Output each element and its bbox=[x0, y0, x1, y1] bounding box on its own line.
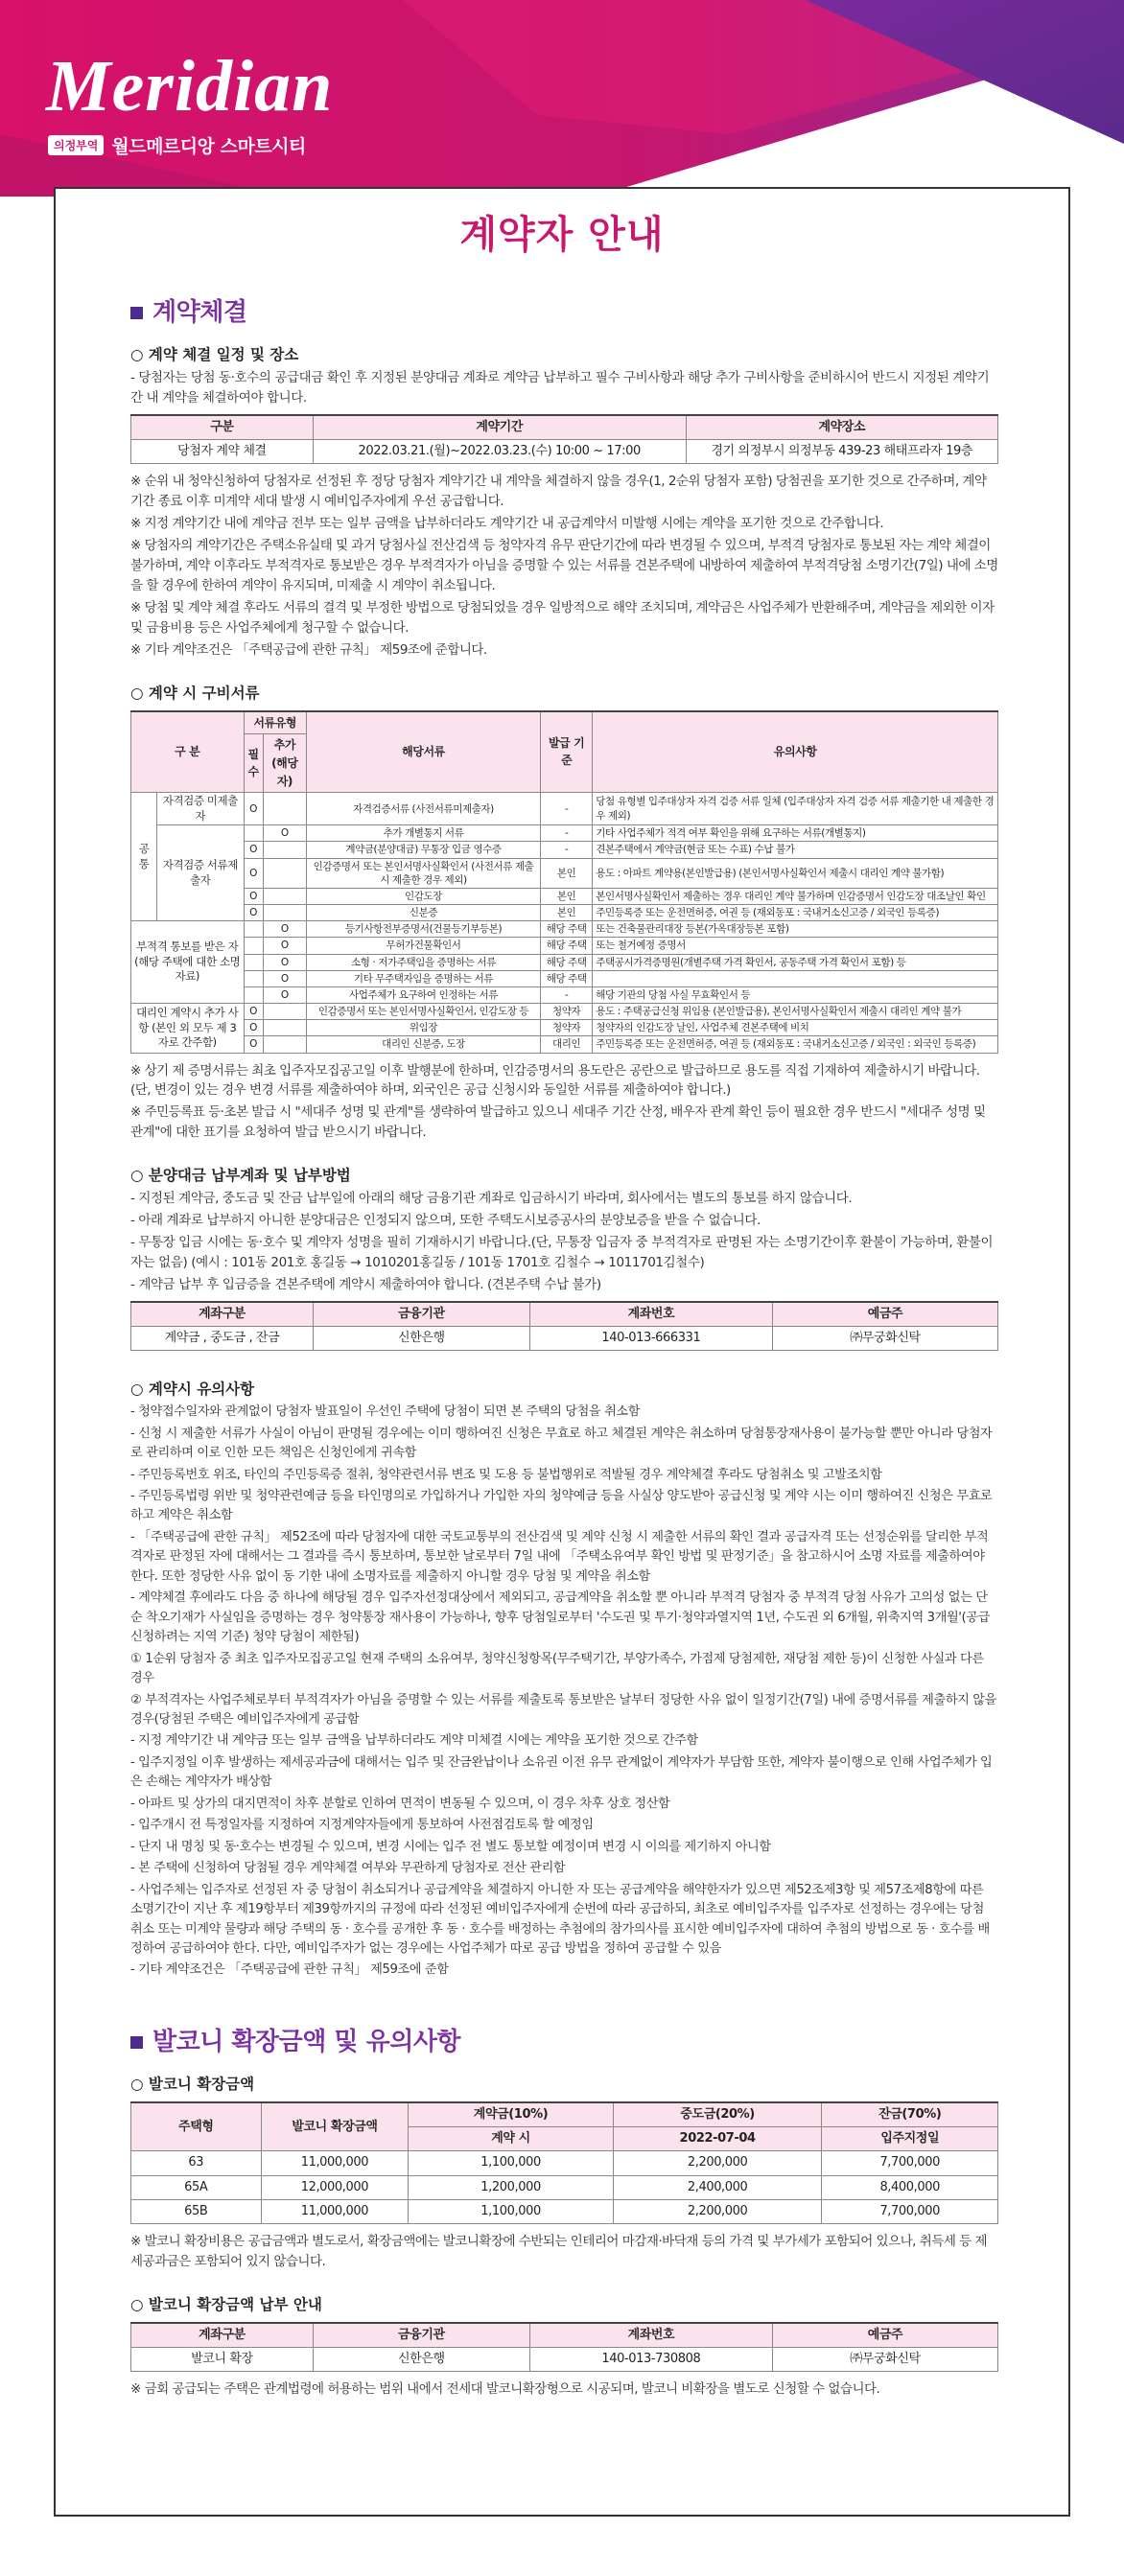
caution-line: - 입주지정일 이후 발생하는 제세공과금에 대해서는 입주 및 잔금완납이나 소유권 이전 유무 관계없이 계약자가 부담함 또한, 계약자 불이행으로 인해 사업주체가 입은 손해는 계약자가 배상함 bbox=[130, 1754, 993, 1790]
table-header: 구분 bbox=[131, 415, 314, 440]
table-header: 해당서류 bbox=[306, 711, 540, 793]
table-row bbox=[131, 2151, 998, 2175]
table-header: 금융기관 bbox=[313, 2323, 529, 2348]
table-cell: 63 bbox=[131, 2151, 262, 2175]
table-cell bbox=[244, 825, 263, 842]
table-cell: 또는 건축물관리대장 등본(가옥대장등본 포함) bbox=[593, 921, 998, 938]
table-cell: 추가 개별통지 서류 bbox=[306, 825, 540, 842]
table-cell: 해당 기관의 당첨 사실 무효확인서 등 bbox=[593, 986, 998, 1003]
caution-line: ① 1순위 당첨자 중 최초 입주자모집공고일 현재 주택의 소유여부, 청약신청항목(무주택기간, 부양가족수, 가점제 당첨제한, 재당첨 제한 등)이 신청한 사실과 다른 경우 bbox=[130, 1651, 984, 1686]
table-cell bbox=[244, 938, 263, 954]
table-cell: 65A bbox=[131, 2175, 262, 2199]
table-header: 예금주 bbox=[772, 2323, 997, 2348]
table-header: 필수 bbox=[244, 734, 263, 793]
table-cell: 주택공시가격증명원(개별주택 가격 확인서, 공동주택 가격 확인서 포함) 등 bbox=[593, 954, 998, 970]
final-note: ※ 금회 공급되는 주택은 관계법령에 허용하는 범위 내에서 전세대 발코니확장형으로 시공되며, 발코니 비확장을 별도로 신청할 수 없습니다. bbox=[130, 2381, 880, 2398]
table-header: 예금주 bbox=[772, 1302, 997, 1327]
table-cell: 신분증 bbox=[306, 905, 540, 921]
table-cell: 경기 의정부시 의정부동 439-23 해태프라자 19층 bbox=[686, 440, 997, 464]
table-cell: 대리인 신분증, 도장 bbox=[306, 1036, 540, 1053]
table-cell: O bbox=[244, 888, 263, 904]
table-cell: 청약자 bbox=[541, 1004, 593, 1020]
table-header: 계좌번호 bbox=[529, 2323, 772, 2348]
table-cell: 2,200,000 bbox=[613, 2151, 822, 2175]
table-cell: 1,100,000 bbox=[409, 2199, 614, 2223]
caution-line: - 본 주택에 신청하여 당첨될 경우 계약체결 여부와 무관하게 당첨자로 전산 관리함 bbox=[130, 1861, 566, 1876]
table-cell: 주민등록증 또는 운전면허증, 여권 등 (재외동포 : 국내거소신고증 / 외국인 : 외국인 등록증) bbox=[593, 1036, 998, 1053]
table-cell: 해당 주택 bbox=[541, 954, 593, 970]
table-cell: 대리인 bbox=[541, 1036, 593, 1053]
table-cell: 소형 · 저가주택임을 증명하는 서류 bbox=[306, 954, 540, 970]
table-cell: 7,700,000 bbox=[822, 2199, 998, 2223]
docs-title: ○ 계약 시 구비서류 bbox=[130, 684, 260, 702]
table-cell: - bbox=[541, 825, 593, 842]
table-cell: 2,200,000 bbox=[613, 2199, 822, 2223]
payment-line: - 무통장 입금 시에는 동·호수 및 계약자 성명을 필히 기재하시기 바랍니다.(단, 무통장 입금자 중 부적격자로 판명된 자는 소명기간이후 환불이 가능하며, 환불이자는 없음) (예시 : 101동 201호 홍길동 → 1010201홍길동 / 101동 1701호 김철수 → 1011701김철수) bbox=[130, 1235, 994, 1271]
table-cell: 해당 주택 bbox=[541, 938, 593, 954]
table-row bbox=[131, 2199, 998, 2223]
table-cell bbox=[244, 970, 263, 986]
header-banner bbox=[0, 0, 1124, 197]
table-cell: O bbox=[244, 905, 263, 921]
contract-note: ※ 기타 계약조건은 「주택공급에 관한 규칙」 제59조에 준합니다. bbox=[130, 641, 487, 658]
table-cell: 본인서명사실확인서 제출하는 경우 대리인 계약 불가하며 인감증명서 인감도장 대조날인 확인 bbox=[593, 888, 998, 904]
table-row bbox=[131, 2175, 998, 2199]
table-header: 계약기간 bbox=[313, 415, 686, 440]
table-cell: 1,100,000 bbox=[409, 2151, 614, 2175]
table-cell: 신한은행 bbox=[313, 1327, 529, 1351]
schedule-title: ○ 계약 체결 일정 및 장소 bbox=[130, 346, 299, 364]
table-cell: - bbox=[541, 842, 593, 858]
payment-title: ○ 분양대금 납부계좌 및 납부방법 bbox=[130, 1167, 351, 1185]
balcony-amount-title: ○ 발코니 확장금액 bbox=[130, 2076, 255, 2094]
caution-line: - 신청 시 제출한 서류가 사실이 아님이 판명될 경우에는 이미 행하여진 신청은 무효로 하고 체결된 계약은 취소하며 당첨통장재사용이 불가능할 뿐만 아니라 당첨자로 관리하며 이로 인한 모든 책임은 신청인에게 귀속함 bbox=[130, 1426, 993, 1461]
bullet-square-icon bbox=[130, 307, 143, 319]
table-cell bbox=[263, 842, 306, 858]
table-header: 중도금(20%) bbox=[613, 2102, 822, 2127]
balcony-heading bbox=[130, 2023, 998, 2061]
caution-line: - 기타 계약조건은 「주택공급에 관한 규칙」 제59조에 준함 bbox=[130, 1962, 449, 1978]
table-cell: 해당 주택 bbox=[541, 921, 593, 938]
table-cell: 청약자의 인감도장 날인, 사업주체 견본주택에 비치 bbox=[593, 1020, 998, 1036]
table-header: 계약금(10%) bbox=[409, 2102, 614, 2127]
table-header: 계좌번호 bbox=[529, 1302, 772, 1327]
page-title: 계약자 안내 bbox=[459, 213, 665, 257]
contract-heading bbox=[130, 293, 998, 332]
table-cell bbox=[263, 1036, 306, 1053]
contract-note: ※ 순위 내 청약신청하여 당첨자로 선정된 후 정당 당첨자 계약기간 내 계약을 체결하지 않을 경우(1, 2순위 당첨자 포함) 당첨권을 포기한 것으로 간주하며, 계약기간 종료 이후 미계약 세대 발생 시 예비입주자에게 우선 공급합니다. bbox=[130, 474, 987, 510]
table-cell bbox=[263, 1020, 306, 1036]
table-header: 잔금(70%) bbox=[822, 2102, 998, 2127]
table-cell: ㈜무궁화신탁 bbox=[772, 1327, 997, 1351]
table-cell: O bbox=[244, 858, 263, 888]
table-cell: 용도 : 주택공급신청 위임용 (본인발급용), 본인서명사실확인서 제출시 대리인 계약 불가 bbox=[593, 1004, 998, 1020]
table-header: 계좌구분 bbox=[131, 2323, 314, 2348]
table-cell: 기타 사업주체가 적격 여부 확인을 위해 요구하는 서류(개별통지) bbox=[593, 825, 998, 842]
group-cell: 자격검증 서류제출자 bbox=[157, 825, 244, 921]
payment-line: - 계약금 납부 후 입금증을 견본주택에 계약시 제출하여야 합니다. (견본주택 수납 불가) bbox=[130, 1276, 601, 1292]
table-cell: 본인 bbox=[541, 905, 593, 921]
table-cell: 인감도장 bbox=[306, 888, 540, 904]
caution-line: - 단지 내 명칭 및 동·호수는 변경될 수 있으며, 변경 시에는 입주 전 별도 통보할 예정이며 변경 시 이의를 제기하지 아니함 bbox=[130, 1839, 771, 1854]
group-cell: 부적격 통보를 받은 자 (해당 주택에 대한 소명자료) bbox=[131, 921, 245, 1004]
table-header: 발급 기준 bbox=[541, 711, 593, 793]
table-cell: 2,400,000 bbox=[613, 2175, 822, 2199]
caution-section bbox=[130, 1378, 998, 1981]
caution-line: - 지정 계약기간 내 계약금 또는 일부 금액을 납부하더라도 계약 미체결 시에는 계약을 포기한 것으로 간주함 bbox=[130, 1733, 698, 1749]
table-header: 발코니 확장금액 bbox=[261, 2102, 409, 2151]
table-cell: O bbox=[263, 938, 306, 954]
table-cell: O bbox=[263, 921, 306, 938]
table-cell bbox=[263, 1004, 306, 1020]
table-cell: 신한은행 bbox=[313, 2347, 529, 2371]
schedule-table bbox=[130, 414, 998, 464]
table-cell: 11,000,000 bbox=[261, 2151, 409, 2175]
table-cell: 65B bbox=[131, 2199, 262, 2223]
table-cell: 또는 철거예정 증명서 bbox=[593, 938, 998, 954]
caution-line: - 계약체결 후에라도 다음 중 하나에 해당될 경우 입주자선정대상에서 제외되고, 공급계약을 취소할 뿐 아니라 부적격 당첨자 중 부적격 당첨 사유가 고의성 없는 단순 착오기재가 사실임을 증명하는 경우 청약통장 재사용이 가능하나, 향후 당첨일로부터 '수도권 및 투기·청약과열지역 1년, 수도권 외 6개월, 위축지역 3개월'(공급신청하려는 지역 기준) 청약 당첨이 제한됨) bbox=[130, 1590, 990, 1645]
table-cell bbox=[244, 921, 263, 938]
table-cell: 2022.03.21.(월)~2022.03.23.(수) 10:00 ~ 17:00 bbox=[313, 440, 686, 464]
complex-name: 월드메르디앙 스마트시티 bbox=[111, 136, 306, 157]
table-cell: O bbox=[263, 970, 306, 986]
balcony-heading-text: 발코니 확장금액 및 유의사항 bbox=[152, 2027, 461, 2056]
table-cell: 인감증명서 또는 본인서명사실확인서, 인감도장 등 bbox=[306, 1004, 540, 1020]
table-cell bbox=[244, 986, 263, 1003]
group-cell: 공 통 bbox=[131, 793, 157, 921]
docs-note: ※ 주민등록표 등·초본 발급 시 "세대주 성명 및 관계"를 생략하여 발급하고 있으니 세대주 기간 산정, 배우자 관계 확인 등이 필요한 경우 반드시 "세대주 성명 및 관계"에 대한 표기를 요청하여 발급 받으시기 바랍니다. bbox=[130, 1104, 986, 1141]
table-cell bbox=[263, 858, 306, 888]
document-content bbox=[130, 288, 998, 2402]
payment-line: - 아래 계좌로 납부하지 아니한 분양대금은 인정되지 않으며, 또한 주택도시보증공사의 분양보증을 받을 수 없습니다. bbox=[130, 1213, 761, 1229]
table-header: 계좌구분 bbox=[131, 1302, 314, 1327]
table-cell: 발코니 확장 bbox=[131, 2347, 314, 2371]
table-cell: 계약금 , 중도금 , 잔금 bbox=[131, 1327, 314, 1351]
table-cell: O bbox=[263, 986, 306, 1003]
caution-line: - 주민등록법령 위반 및 청약관련예금 등을 타인명의로 가입하거나 가입한 자의 청약예금 등을 사실상 양도받아 공급신청 및 계약 시는 이미 행하여진 신청은 무효로 하고 계약은 취소함 bbox=[130, 1488, 993, 1523]
table-cell: 견본주택에서 계약금(현금 또는 수표) 수납 불가 bbox=[593, 842, 998, 858]
table-cell: O bbox=[244, 842, 263, 858]
table-cell: 140-013-666331 bbox=[529, 1327, 772, 1351]
contract-heading-text: 계약체결 bbox=[152, 298, 247, 327]
table-cell: 해당 주택 bbox=[541, 970, 593, 986]
caution-line: - 청약접수일자와 관계없이 당첨자 발표일이 우선인 주택에 당첨이 되면 본 주택의 당첨을 취소함 bbox=[130, 1404, 641, 1420]
caution-title: ○ 계약시 유의사항 bbox=[130, 1381, 255, 1399]
table-cell: 11,000,000 bbox=[261, 2199, 409, 2223]
table-cell: 무허가건물확인서 bbox=[306, 938, 540, 954]
table-cell: 위임장 bbox=[306, 1020, 540, 1036]
caution-line: - 사업주체는 입주자로 선정된 자 중 당첨이 취소되거나 공급계약을 체결하지 아니한 자 또는 공급계약을 해약한자가 있으면 제52조제3항 및 제57조제8항에 따른 소명기간이 지난 후 제19항부터 제39항까지의 규정에 따라 선정된 예비입주자에게 순번에 따라 공급하되, 최초로 예비입주자를 입주자로 선정하는 경우에는 당첨 취소 또는 미계약 물량과 해당 주택의 동 · 호수를 공개한 후 동 · 호수를 배정하는 추첨에의 참가의사를 표시한 예비입주자에 대하여 추첨의 방법으로 동 · 호수를 배정하여 공급하여야 한다. 다만, 예비입주자가 없는 경우에는 사업주체가 따로 공급 방법을 정하여 공급할 수 있음 bbox=[130, 1882, 990, 1956]
caution-line: - 주민등록번호 위조, 타인의 주민등록증 절취, 청약관련서류 변조 및 도용 등 불법행위로 적발될 경우 계약체결 후라도 당첨취소 및 고발조치함 bbox=[130, 1467, 882, 1482]
logo-subtitle bbox=[48, 132, 306, 158]
balcony-amount-table bbox=[130, 2101, 998, 2224]
table-cell: 기타 무주택자임을 증명하는 서류 bbox=[306, 970, 540, 986]
contract-note: ※ 당첨자의 계약기간은 주택소유실태 및 과거 당첨사실 전산검색 등 청약자격 유무 판단기간에 따라 변경될 수 있으며, 부적격 당첨자로 통보된 자는 계약 체결이 불가하며, 계약 이후라도 부적격자로 통보받은 경우 부적격자가 아님을 증명할 수 있는 서류를 견본주택에 내방하여 제출하여 부적격당첨 소명기간(7일) 내에 소명을 할 경우에 한하여 계약이 유지되며, 미제출 시 계약이 취소됩니다. bbox=[130, 538, 998, 594]
table-header: 2022-07-04 bbox=[613, 2127, 822, 2151]
table-cell: O bbox=[263, 954, 306, 970]
table-header: 계약장소 bbox=[686, 415, 997, 440]
docs-note: ※ 상기 제 증명서류는 최초 입주자모집공고일 이후 발행분에 한하며, 인감증명서의 용도란은 공란으로 발급하므로 용도를 직접 기재하여 제출하시기 바랍니다. (단, 변경이 있는 경우 변경 서류를 제출하여야 하며, 외국인은 공급 신청시와 동일한 서류를 제출하여야 합니다.) bbox=[130, 1062, 980, 1099]
table-cell: ㈜무궁화신탁 bbox=[772, 2347, 997, 2371]
table-cell: 본인 bbox=[541, 858, 593, 888]
table-header: 입주지정일 bbox=[822, 2127, 998, 2151]
table-cell bbox=[263, 905, 306, 921]
location-badge: 의정부역 bbox=[48, 135, 104, 155]
table-cell: 당첨 유형별 입주대상자 자격 검증 서류 일체 (입주대상자 자격 검증 서류 제출기한 내 제출한 경우 제외) bbox=[593, 793, 998, 825]
table-cell: 1,200,000 bbox=[409, 2175, 614, 2199]
table-cell: 본인 bbox=[541, 888, 593, 904]
caution-line: - 「주택공급에 관한 규칙」 제52조에 따라 당첨자에 대한 국토교통부의 전산검색 및 계약 신청 시 제출한 서류의 확인 결과 공급자격 또는 선정순위를 달리한 부적격자로 판정된 자에 대해서는 그 결과를 즉시 통보하며, 통보한 날로부터 7일 내에 「주택소유여부 확인 방법 및 판정기준」을 참고하시어 소명 자료를 제출하여야 한다. 또한 정당한 사유 없이 동 기한 내에 소명자료를 제출하지 아니할 경우 당첨 및 계약을 취소함 bbox=[130, 1529, 989, 1584]
documents-table bbox=[130, 710, 998, 1054]
table-cell bbox=[263, 793, 306, 825]
caution-line: - 입주개시 전 특정일자를 지정하여 지정계약자들에게 통보하여 사전점검토록 할 예정임 bbox=[130, 1818, 594, 1833]
table-cell: 주민등록증 또는 운전면허증, 여권 등 (재외동포 : 국내거소신고증 / 외국인 등록증) bbox=[593, 905, 998, 921]
contract-note: ※ 지정 계약기간 내에 계약금 전부 또는 일부 금액을 납부하더라도 계약기간 내 공급계약서 미발행 시에는 계약을 포기한 것으로 간주합니다. bbox=[130, 516, 884, 532]
table-header: 추가 (해당자) bbox=[263, 734, 306, 793]
table-header: 유의사항 bbox=[593, 711, 998, 793]
table-cell: O bbox=[244, 1004, 263, 1020]
table-cell: - bbox=[541, 793, 593, 825]
table-cell: O bbox=[244, 1036, 263, 1053]
table-cell: 7,700,000 bbox=[822, 2151, 998, 2175]
table-cell: 인감증명서 또는 본인서명사실확인서 (사전서류 제출 시 제출한 경우 제외) bbox=[306, 858, 540, 888]
balcony-note: ※ 발코니 확장비용은 공급금액과 별도로서, 확장금액에는 발코니확장에 수반되는 인테리어 마감재·바닥재 등의 가격 및 부가세가 포함되어 있으나, 취득세 등 제세공과금은 포함되어 있지 않습니다. bbox=[130, 2233, 988, 2269]
table-cell: 사업주체가 요구하여 인정하는 서류 bbox=[306, 986, 540, 1003]
table-header: 계약 시 bbox=[409, 2127, 614, 2151]
logo: Meridian bbox=[46, 46, 334, 127]
table-cell: O bbox=[263, 825, 306, 842]
caution-line: - 아파트 및 상가의 대지면적이 차후 분할로 인하여 면적이 변동될 수 있으며, 이 경우 차후 상호 정산함 bbox=[130, 1796, 670, 1811]
balcony-account-table bbox=[130, 2322, 998, 2372]
contract-note: ※ 당첨 및 계약 체결 후라도 서류의 결격 및 부정한 방법으로 당첨되었을 경우 일방적으로 해약 조치되며, 계약금은 사업주체가 반환해주며, 계약금을 제외한 이자 및 금융비용 등은 사업주체에게 청구할 수 없습니다. bbox=[130, 599, 995, 636]
table-cell: 당첨자 계약 체결 bbox=[131, 440, 314, 464]
table-cell: O bbox=[244, 793, 263, 825]
table-header: 구 분 bbox=[131, 711, 245, 793]
group-cell: 대리인 계약시 추가 사항 (본인 외 모두 제 3자로 간주함) bbox=[131, 1004, 245, 1054]
table-cell: 8,400,000 bbox=[822, 2175, 998, 2199]
table-cell: 자격검증서류 (사전서류미제출자) bbox=[306, 793, 540, 825]
schedule-desc: - 당첨자는 당첨 동·호수의 공급대금 확인 후 지정된 분양대금 계좌로 계약금 납부하고 필수 구비사항과 해당 추가 구비사항을 준비하시어 반드시 지정된 계약기간 내 계약을 체결하여야 합니다. bbox=[130, 370, 990, 406]
payment-table bbox=[130, 1301, 998, 1351]
table-cell bbox=[244, 954, 263, 970]
table-cell bbox=[263, 888, 306, 904]
table-cell bbox=[593, 970, 998, 986]
table-cell: 용도 : 아파트 계약용(본인발급용) (본인서명사실확인서 제출시 대리인 계약 불가함) bbox=[593, 858, 998, 888]
table-header: 금융기관 bbox=[313, 1302, 529, 1327]
bullet-square-icon bbox=[130, 2036, 143, 2049]
table-cell: 청약자 bbox=[541, 1020, 593, 1036]
table-header: 주택형 bbox=[131, 2102, 262, 2151]
table-cell: - bbox=[541, 986, 593, 1003]
payment-line: - 지정된 계약금, 중도금 및 잔금 납부일에 아래의 해당 금융기관 계좌로 입금하시기 바라며, 회사에서는 별도의 통보를 하지 않습니다. bbox=[130, 1191, 853, 1207]
table-cell: 계약금(분양대금) 무통장 입금 영수증 bbox=[306, 842, 540, 858]
table-header: 서류유형 bbox=[244, 711, 306, 734]
table-cell: 등기사항전부증명서(건물등기부등본) bbox=[306, 921, 540, 938]
balcony-account-title: ○ 발코니 확장금액 납부 안내 bbox=[130, 2295, 322, 2313]
table-cell: 140-013-730808 bbox=[529, 2347, 772, 2371]
caution-line: ② 부적격자는 사업주체로부터 부적격자가 아님을 증명할 수 있는 서류를 제출토록 통보받은 날부터 정당한 사유 없이 일정기간(7일) 내에 증명서류를 제출하지 않을 경우(당첨된 주택은 예비입주자에게 공급함 bbox=[130, 1692, 996, 1727]
group-cell: 자격검증 미제출자 bbox=[157, 793, 244, 825]
table-cell: 12,000,000 bbox=[261, 2175, 409, 2199]
table-cell: O bbox=[244, 1020, 263, 1036]
